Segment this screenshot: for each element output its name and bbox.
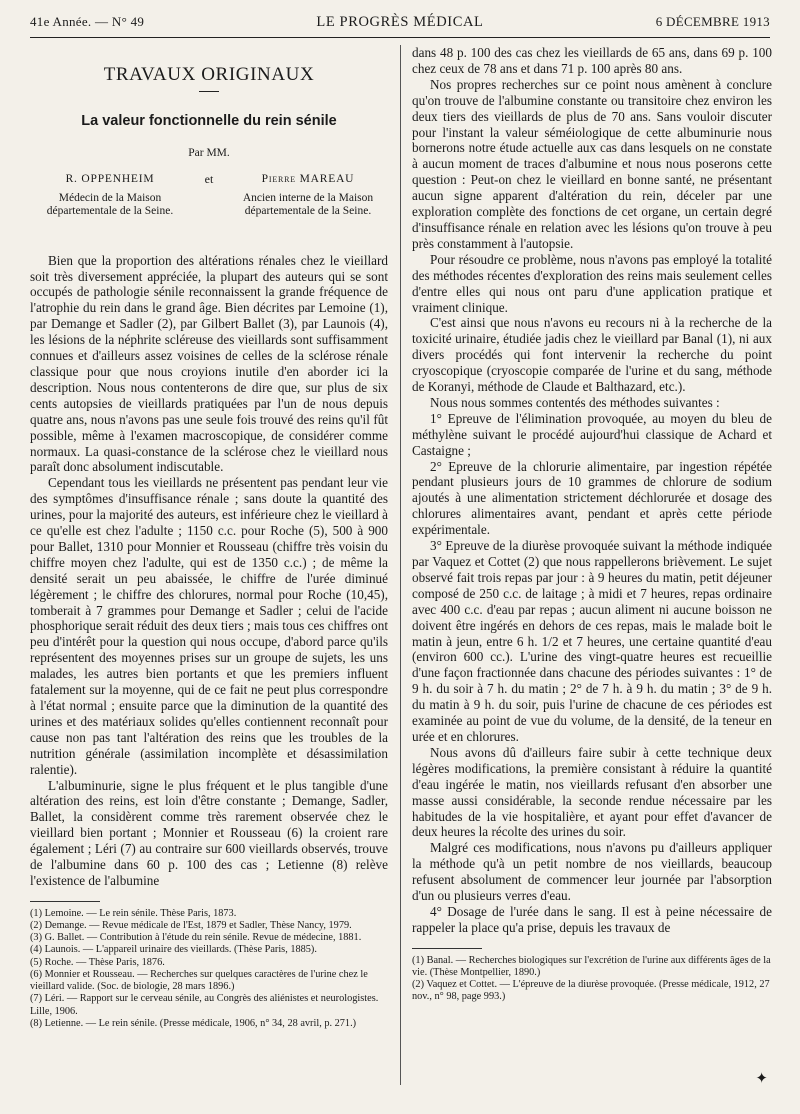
body-paragraph: 4° Dosage de l'urée dans le sang. Il est à peine nécessaire de rappeler la place qu'a prise, depuis les travaux de <box>412 903 772 935</box>
issue-date: 6 DÉCEMBRE 1913 <box>655 14 770 29</box>
footnote: (8) Letienne. — Le rein sénile. (Presse médicale, 1906, n° 34, 28 avril, p. 271.) <box>30 1017 357 1029</box>
issue-number: 41e Année. — N° 49 <box>30 14 145 29</box>
title-separator <box>199 91 219 92</box>
body-paragraph: 2° Epreuve de la chlorurie alimentaire, par ingestion répétée pendant plusieurs jours de 10 grammes de chlorure de sodium ajoutés à une alimentation strictement déchlorurée et dosage des chlorures alimentaires avant, pendant et après cette période expérimentale. <box>412 458 772 538</box>
footnote: (3) G. Ballet. — Contribution à l'étude du rein sénile. Revue de médecine, 1881. <box>30 932 362 944</box>
author-name: R. OPPENHEIM <box>65 172 155 185</box>
right-column <box>412 45 772 1004</box>
author-1 <box>30 172 190 219</box>
author-conjunction: et <box>204 171 214 186</box>
fleuron-ornament-icon: ✦ <box>755 1071 768 1087</box>
header-rule <box>30 37 770 38</box>
body-paragraph: Pour résoudre ce problème, nous n'avons pas employé la totalité des méthodes récentes d'exploration des reins mais seulement celles d'entre elles qui nous ont paru d'une application pratique et vraiment clinique. <box>412 251 772 315</box>
section-title: TRAVAUX ORIGINAUX <box>103 64 315 85</box>
body-paragraph: 1° Epreuve de l'élimination provoquée, au moyen du bleu de méthylène suivant le procédé aujourd'hui classique de Achard et Castaigne ; <box>412 410 772 458</box>
body-paragraph: 3° Epreuve de la diurèse provoquée suivant la méthode indiquée par Vaquez et Cottet (2) que nous rappellerons brièvement. Le sujet observé fait trois repas par jour : à 9 heures du matin, petit déjeuner composé de 250 c.c. de laitage ; à midi et 7 heures, repas ordinaire avec 400 c.c. d'eau par repas ; aucun aliment ni aucune boisson ne doivent être ingérés en dehors de ces repas, mais le malade boit le matin à jeun, entre 6 h. 1/2 et 7 heures, une certaine quantité d'eau (environ 600 cc.). L'urine des vingt-quatre heures est recueillie d'une façon fractionnée dans chacune des périodes suivantes : 1° de 9 h. du soir à 7 h. du matin ; 2° de 7 h. à 9 h. du matin ; 3° de 9 h. du matin à 9 h. du soir, puis l'urine de chacune de ces périodes est examinée au point de vue du volume, de la densité, de la teneur en urée et en chlorures. <box>412 538 772 744</box>
footnotes-right <box>412 955 772 1004</box>
article-title: La valeur fonctionnelle du rein sénile <box>81 112 337 129</box>
column-divider <box>400 45 401 1085</box>
body-paragraph: L'albuminurie, signe le plus fréquent et le plus tangible d'une altération des reins, est loin d'être constante ; Demange, Sadler, Ballet, la considèrent comme très rarement observée chez le vieillard bien portant ; Monnier et Rousseau (6) la croient rare également ; Léri (7) au contraire sur 600 vieillards observés, trouve de l'albumine dans 60 p. 100 des cas ; Letienne (8) relève l'existence de l'albumine <box>30 777 388 888</box>
body-paragraph: Bien que la proportion des altérations rénales chez le vieillard soit très diversement appréciée, la plupart des auteurs qui se sont occupés de pathologie sénile reconnaissent la grande fréquence de l'atrophie du rein dans le grand âge. Bien décrites par Lemoine (1), par Demange et Sadler (2), par Gilbert Ballet (3), par Launois (4), les lésions de la néphrite scléreuse des vieillards sont suffisamment connues et d'ailleurs assez voisines de celles de la sclérose rénale classique pour que nous croyions inutile d'en aborder ici la description. Nous nous contenterons de dire que, sur plus de six cents autopsies de vieillards pratiquées par l'un de nous depuis quatre ans, nous n'avons pas une seule fois trouvé des reins qu'il fût possible, même à l'examen macroscopique, de considérer comme normaux. La quasi-constance de la sclérose chez le vieillard nous paraît donc absolument indiscutable. <box>30 252 388 475</box>
footnote: (4) Launois. — L'appareil urinaire des vieillards. (Thèse Paris, 1885). <box>30 944 317 956</box>
footnote: (7) Léri. — Rapport sur le cerveau sénile, au Congrès des aliénistes et neurologistes. Lille, 1906. <box>30 993 379 1017</box>
footnote: (1) Lemoine. — Le rein sénile. Thèse Paris, 1873. <box>30 907 237 919</box>
body-paragraph: Cependant tous les vieillards ne présentent pas pendant leur vie des symptômes d'insuffisance rénale ; sans doute la quantité des urines, pour la majorité des auteurs, est inférieure chez le vieillard à ce qu'elle est chez l'adulte ; 1150 c.c. pour Roche (5), 500 à 900 pour Ballet, 1310 pour Monnier et Rousseau (chiffre très voisin du chiffre moyen chez l'adulte, qui est de 1350 c.c.) ; de même la densité serait un peu abaissée, le chiffre de l'urée diminué légèrement ; le chiffre des chlorures, normal pour Roche (10,45), tomberait à 7 grammes pour Demange et Sadler ; celui de l'acide phosphorique serait réduit des deux tiers ; mais tous ces chiffres ont peu d'intérêt pour la question qui nous occupe, d'abord parce qu'ils représentent des moyennes prises sur un groupe de sujets, les uns malades, les autres bien portants et que les premiers influent fatalement sur la moyenne, qui de ce fait ne peut plus correspondre à l'état normal ; ensuite parce que la diminution de la quantité des urines et des matériaux solides qu'elles contiennent reconnaît pour cause non pas tant l'altération des reins que les troubles de la nutrition générale (assimilation incomplète et désassimilation ralentie). <box>30 475 388 777</box>
body-paragraph: Nous avons dû d'ailleurs faire subir à cette technique deux légères modifications, la première consistant à réduire la quantité d'eau ingérée le matin, nos vieillards refusant d'en absorber une masse aussi considérable, la seconde rendue nécessaire par les habitudes de la vie hospitalière, et ayant pour effet d'avancer de deux heures la récolte des urines du soir. <box>412 744 772 840</box>
authors-block <box>30 172 388 219</box>
journal-title: LE PROGRÈS MÉDICAL <box>316 14 484 30</box>
body-paragraph: Malgré ces modifications, nous n'avons pu d'ailleurs appliquer la méthode qu'à un petit nombre de nos vieillards, beaucoup refusent absolument de commencer leur journée par l'absorption d'un ou plusieurs verres d'eau. <box>412 840 772 904</box>
author-affiliation: Ancien interne de la Maison départementale de la Seine. <box>242 191 374 218</box>
body-paragraph: Nous nous sommes contentés des méthodes suivantes : <box>430 394 720 410</box>
body-paragraph: C'est ainsi que nous n'avons eu recours ni à la recherche de la toxicité urinaire, étudiée jadis chez le vieillard par Banal (1), ni aux divers procédés qui font intervenir la recherche du point cryoscopique (cryoscopie comparée de l'urine et du sang, méthode de Koranyi, méthode de Claude et Balthazard, etc.). <box>412 315 772 395</box>
footnote: (1) Banal. — Recherches biologiques sur l'excrétion de l'urine aux différents âges de la vie. (Thèse Montpellier, 1890.) <box>412 954 771 978</box>
byline: Par MM. <box>188 146 230 159</box>
left-column <box>30 45 388 1030</box>
footnotes-left <box>30 908 388 1030</box>
footnote: (5) Roche. — Thèse Paris, 1876. <box>30 956 165 968</box>
footnote: (6) Monnier et Rousseau. — Recherches sur quelques caractères de l'urine chez le vieillard valide. (Soc. de biologie, 28 mars 1896.) <box>30 968 368 993</box>
author-name: Pierre MAREAU <box>261 172 355 185</box>
footnote-rule <box>412 948 482 949</box>
footnote: (2) Demange. — Revue médicale de l'Est, 1879 et Sadler, Thèse Nancy, 1979. <box>30 920 352 932</box>
running-header <box>30 14 770 34</box>
footnote: (2) Vaquez et Cottet. — L'épreuve de la diurèse provoquée. (Presse médicale, 1912, 27 nov., n° 98, page 993.) <box>412 979 770 1003</box>
body-paragraph: dans 48 p. 100 des cas chez les vieillards de 65 ans, dans 69 p. 100 chez ceux de 78 ans et dans 71 p. 100 après 80 ans. <box>412 45 772 76</box>
author-affiliation: Médecin de la Maison départementale de la Seine. <box>46 191 174 218</box>
footnote-rule <box>30 901 100 902</box>
body-paragraph: Nos propres recherches sur ce point nous amènent à conclure qu'on trouve de l'albumine constante ou transitoire chez environ les deux tiers des vieillards de plus de 70 ans. Sans vouloir discuter pour l'instant la valeur séméiologique de cette albuminurie nous bornerons notre étude actuelle aux cas dans lesquels on ne constate à aucun moment de traces d'albumine et nous nous poserons cette question : Peut-on chez le vieillard en bonne santé, ne présentant aucun signe apparent d'altération du rein, déceler par une exploration complète des fonctions de cet organe, un certain degré d'insuffisance rénale en relation avec les lésions qu'on trouve à peu près constamment à l'autopsie. <box>412 76 772 251</box>
author-2 <box>228 172 388 219</box>
